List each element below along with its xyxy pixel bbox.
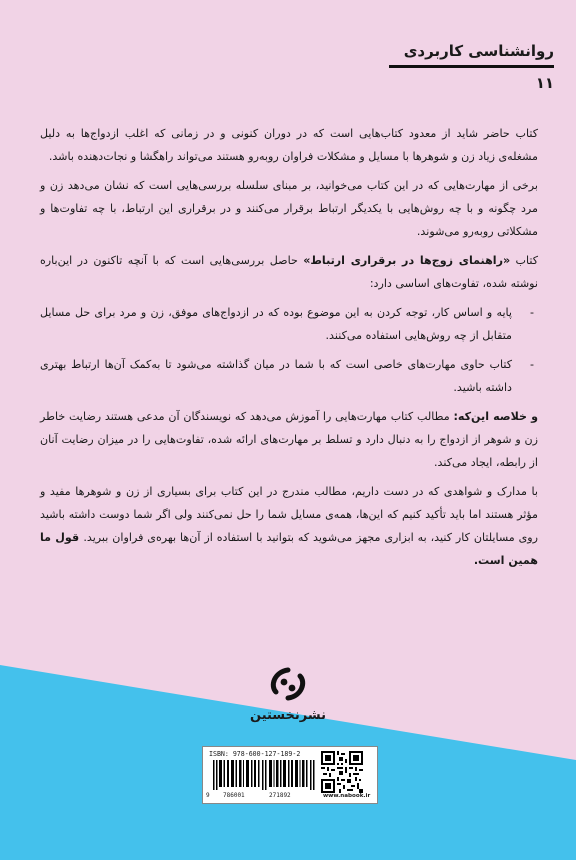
p3-prefix: کتاب	[510, 254, 538, 267]
bullet-item-2	[40, 353, 538, 399]
isbn-label: ISBN: 978-600-127-189-2	[209, 750, 301, 758]
barcode-digit-lead: 9	[206, 792, 210, 799]
blurb-paragraph-4	[40, 405, 538, 474]
blurb-paragraph-2: برخی از مهارت‌هایی که در این کتاب می‌خوانید، بر مبنای سلسله بررسی‌هایی است که نشان می‌دهد زن و مرد چگونه و با چه روش‌هایی با یکدیگر ارتباط برقرار می‌کنند و در برقراری این ارتباط، با چه تفاوت‌ها و مشکلاتی روبه‌رو می‌شوند.	[40, 179, 538, 238]
blurb-text	[40, 122, 538, 578]
series-title: روانشناسی کاربردی	[403, 42, 554, 60]
p3-suffix: حاصل بررسی‌هایی است که با آنچه تاکنون در این‌باره نوشته شده، تفاوت‌های اساسی دارد:	[40, 254, 538, 290]
bullet-dash: -	[529, 306, 534, 319]
barcode-digits-right: 271892	[269, 792, 291, 799]
book-title-quote: «راهنمای زوج‌ها در برقراری ارتباط»	[303, 254, 511, 267]
bullet-item-1	[40, 301, 538, 347]
cyan-diagonal-band	[0, 610, 576, 860]
publisher-name: نشرنخستین	[250, 708, 326, 723]
publisher-website: www.nabook.ir	[323, 793, 371, 799]
publisher-logo	[248, 662, 328, 723]
summary-text: مطالب کتاب مهارت‌هایی را آموزش می‌دهد که نویسندگان آن مدعی هستند رضایت خاطر زن و شوهر از ازدواج را به دنبال دارد و تسلط بر مهارت‌های ارائه شده، تفاوت‌هایی را در میزان رضایت آنان از رابطه، ایجاد می‌کند.	[40, 410, 538, 469]
isbn-barcode	[213, 760, 317, 794]
summary-lead: و خلاصه این‌که:	[453, 410, 538, 423]
blurb-paragraph-1: کتاب حاضر شاید از معدود کتاب‌هایی است که در دوران کنونی و در زمانی که اغلب ازدواج‌ها به دلیل مشغله‌ی زیاد زن و شوهرها با مسایل و مشکلات فراوان روبه‌رو هستند می‌تواند راهگشا و نجات‌دهنده باشد.	[40, 127, 538, 163]
bullet-2-text: کتاب حاوی مهارت‌های خاصی است که با شما در میان گذاشته می‌شود تا به‌کمک آن‌ها ارتباط بهتری داشته باشید.	[40, 358, 512, 394]
closing-text: با مدارک و شواهدی که در دست داریم، مطالب مندرج در این کتاب برای بسیاری از زن و شوهرها مفید و مؤثر هستند اما باید تأکید کنیم که این‌ها، همه‌ی مسایل شما را حل نمی‌کنند ولی اگر شما دوست داشته باشید روی مسایلتان کار کنید، به ابزاری مجهز می‌شوید که بتوانید با استفاده از آن‌ها بهره‌ی فراوان ببرید.	[40, 485, 538, 544]
series-header	[389, 42, 554, 92]
blurb-paragraph-5	[40, 480, 538, 572]
bullet-dash: -	[529, 358, 534, 371]
publisher-logo-icon	[260, 662, 316, 706]
qr-code	[321, 751, 363, 797]
blurb-paragraph-3	[40, 249, 538, 295]
barcode-digits-left: 786001	[223, 792, 245, 799]
series-number: ۱۱	[535, 74, 554, 92]
barcode-panel	[202, 746, 378, 804]
series-underline	[389, 65, 554, 68]
closing-promise: قول ما همین است.	[40, 531, 538, 567]
bullet-1-text: پایه و اساس کار، توجه کردن به این موضوع بوده که در ازدواج‌های موفق، زن و مرد برای حل مسایل متقابل از چه روش‌هایی استفاده می‌کنند.	[40, 306, 512, 342]
